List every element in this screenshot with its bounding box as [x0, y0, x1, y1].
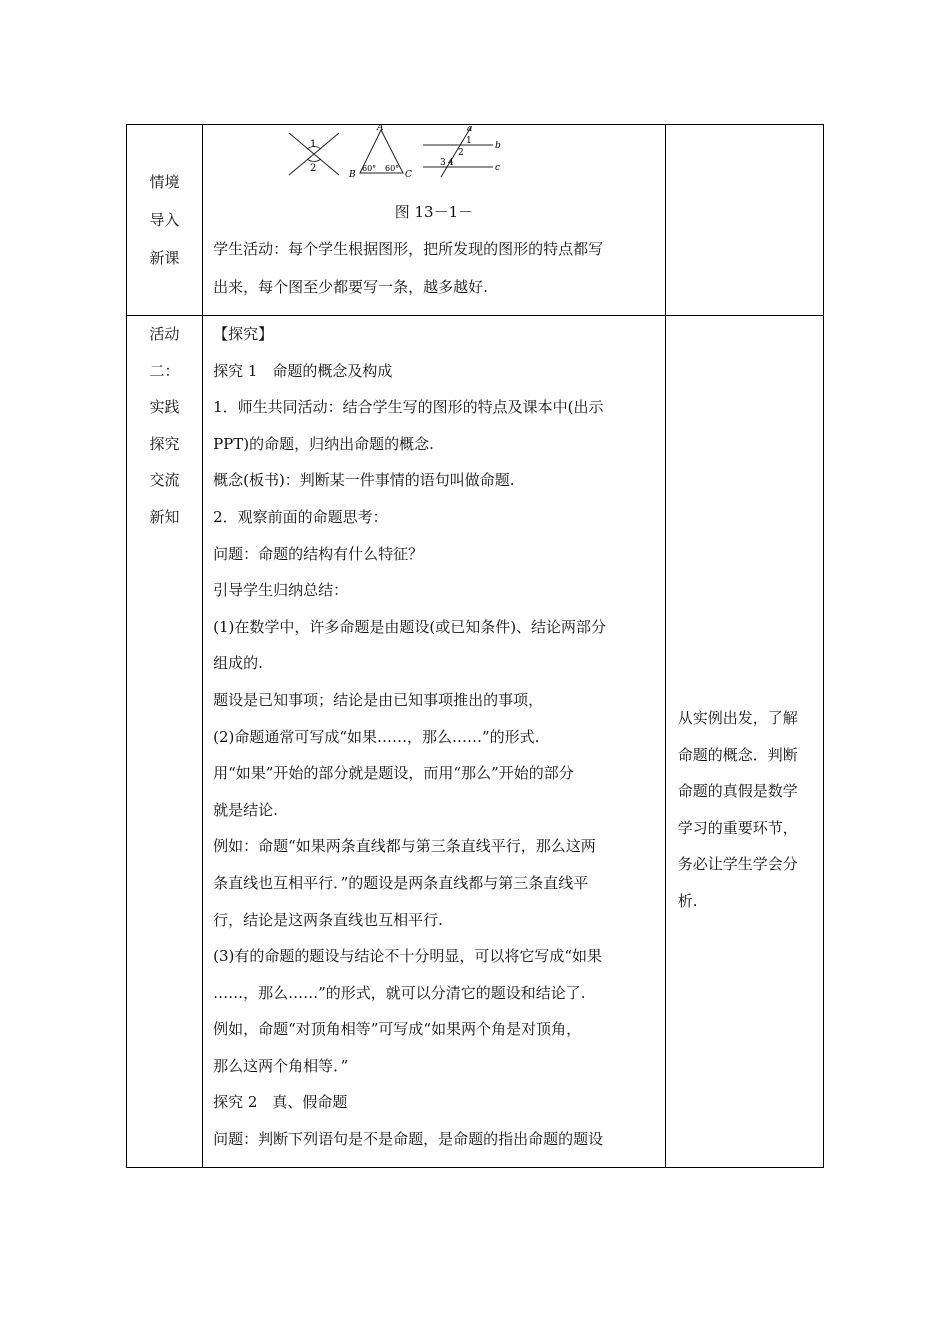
body-line: ……，那么……”的形式，就可以分清它的题设和结论了.	[213, 983, 586, 1002]
angle-label: 2	[458, 148, 464, 158]
triangle-figure	[348, 125, 412, 180]
body-line: 探究 1 命题的概念及构成	[213, 361, 393, 380]
vertex-label: C	[405, 170, 412, 180]
row1-content-cell	[203, 125, 666, 316]
row1-label-line: 情境	[149, 173, 180, 191]
angle-label: 4	[448, 158, 454, 168]
angle-label: 60°	[385, 164, 400, 173]
body-line: 那么这两个角相等．”	[213, 1056, 349, 1075]
body-line: 问题：判断下列语句是不是命题，是命题的指出命题的题设	[213, 1130, 604, 1149]
body-line: 例如：命题“如果两条直线都与第三条直线平行，那么这两	[213, 837, 596, 856]
row2-label-line: 探究	[149, 434, 180, 453]
body-line: 概念(板书)：判断某一件事情的语句叫做命题.	[213, 471, 515, 490]
note-line: 析.	[677, 891, 698, 910]
body-line: 例如，命题“对顶角相等”可写成“如果两个角是对顶角，	[213, 1020, 582, 1039]
body-line: 【探究】	[213, 325, 274, 343]
row2-label-line: 二：	[149, 361, 180, 380]
table-row	[127, 316, 824, 1168]
angle-label: 1	[466, 136, 472, 146]
exploration-text	[203, 316, 665, 1158]
row2-note-cell	[665, 316, 823, 1168]
body-line: 组成的.	[213, 654, 263, 673]
row2-label-line: 交流	[149, 471, 180, 489]
body-line: 学生活动：每个学生根据图形，把所发现的图形的特点都写	[213, 240, 604, 258]
note-line: 命题的概念．判断	[677, 745, 798, 764]
row2-label-line: 新知	[149, 507, 180, 526]
row2-label-line: 实践	[149, 398, 180, 416]
line-label: a	[467, 125, 473, 134]
row1-label-cell	[127, 125, 203, 316]
row1-label-line: 导入	[149, 211, 180, 229]
figure-caption: 图 13－1－	[394, 203, 474, 221]
line-label: b	[495, 141, 501, 151]
body-line: 出来，每个图至少都要写一条，越多越好.	[213, 278, 488, 296]
body-line: 1．师生共同活动：结合学生写的图形的特点及课本中(出示	[213, 398, 604, 417]
angle-label: 3	[440, 158, 446, 168]
row2-content-cell	[203, 316, 666, 1168]
body-line: 问题：命题的结构有什么特征？	[213, 544, 424, 563]
fig1-label: 2	[310, 163, 317, 174]
row1-note-cell	[665, 125, 823, 316]
intersecting-lines-figure	[289, 133, 339, 175]
vertex-label: B	[349, 170, 356, 180]
parallel-lines-figure	[423, 125, 501, 177]
table-row	[127, 125, 824, 316]
body-line: (3)有的命题的题设与结论不十分明显，可以将它写成“如果	[213, 947, 603, 966]
body-line: (2)命题通常可写成“如果……，那么……”的形式.	[213, 727, 540, 746]
body-line: 条直线也互相平行．”的题设是两条直线都与第三条直线平	[213, 873, 589, 892]
geometry-figures	[203, 125, 665, 185]
angle-label: 60°	[362, 164, 377, 173]
row2-label-cell	[127, 316, 203, 1168]
body-line: 引导学生归纳总结：	[213, 581, 349, 600]
body-line: 题设是已知事项；结论是由已知事项推出的事项，	[213, 690, 544, 709]
body-line: 就是结论.	[213, 800, 278, 819]
vertex-label: A	[377, 125, 384, 133]
figure-13-1	[203, 125, 665, 185]
line-label: c	[495, 163, 501, 173]
body-line: PPT)的命题，归纳出命题的概念.	[213, 434, 434, 453]
body-line: 行，结论是这两条直线也互相平行.	[213, 910, 443, 929]
note-line: 学习的重要环节，	[677, 818, 798, 837]
note-line: 命题的真假是数学	[677, 782, 798, 801]
lesson-plan-table	[126, 124, 824, 1168]
body-line: 用“如果”开始的部分就是题设，而用“那么”开始的部分	[213, 764, 574, 783]
body-line: (1)在数学中，许多命题是由题设(或已知条件)、结论两部分	[213, 617, 607, 636]
design-note	[666, 316, 823, 920]
note-line: 从实例出发，了解	[677, 709, 798, 727]
body-line: 2．观察前面的命题思考：	[213, 507, 388, 526]
body-line: 探究 2 真、假命题	[213, 1093, 348, 1112]
row2-label-line: 活动	[149, 325, 180, 343]
fig1-label: 1	[310, 139, 317, 150]
row1-label-line: 新课	[149, 249, 180, 267]
note-line: 务必让学生学会分	[677, 855, 798, 874]
